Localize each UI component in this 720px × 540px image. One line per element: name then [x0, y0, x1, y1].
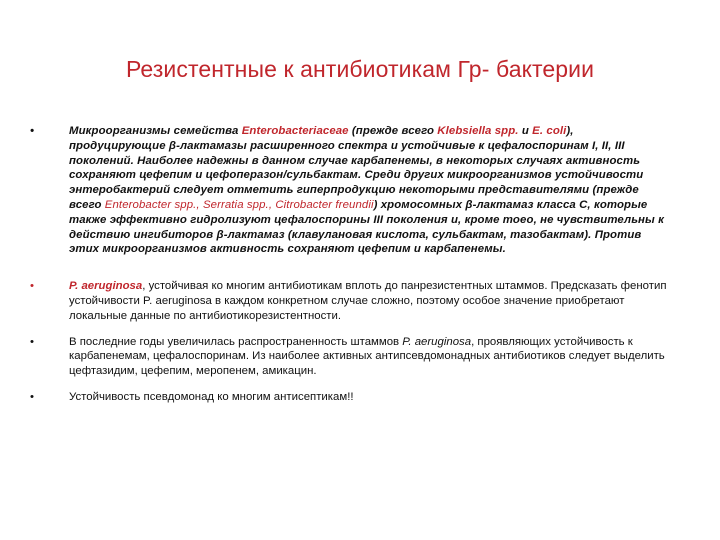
- text-run: , проявляющих устойчивость к карбапенемам, цефалоспоринам. Из наиболее активных антипсевдомонадных антибиотиков следует выделить цефтазидим, цефепим, меропенем, амикацин.: [69, 335, 665, 378]
- bullet-antiseptics: [30, 390, 670, 405]
- slide-title: Резистентные к антибиотикам Гр- бактерии: [125, 56, 595, 82]
- text-run: Устойчивость псевдомонад ко многим антисептикам!!: [69, 390, 354, 403]
- organism-name: Klebsiella spp.: [437, 125, 519, 137]
- bullet-icon: •: [30, 390, 34, 403]
- bullet-icon: •: [30, 280, 34, 293]
- bullet-carbapenem-resistance: [30, 335, 670, 379]
- text-run: (прежде всего: [348, 125, 438, 137]
- text-run: Микроорганизмы семейства: [69, 125, 242, 137]
- text-run: В последние годы увеличилась распространенность штаммов: [69, 335, 403, 348]
- organism-name: P. aeruginosa: [69, 280, 143, 293]
- bullet-icon: •: [30, 125, 35, 137]
- bullet-enterobacteriaceae: [30, 124, 670, 257]
- text-run: ) хромосомных β-лактамаз класса С, которые также эффективно гидролизуют цефалоспорины III поколения и, кроме тоео, не чувствительны к действию ингибиторов β-лактамаз (клавулановая кислота, сульбактам, тазобактам). Против этих микроорганизмов активность сохраняют цефепим и карбапенемы.: [69, 198, 664, 256]
- organism-name: E. coli: [532, 125, 567, 137]
- organism-name: Enterobacteriaceae: [241, 125, 349, 137]
- organism-name: P. aeruginosa: [402, 335, 472, 348]
- bullet-p-aeruginosa: [30, 279, 670, 323]
- organism-list: Enterobacter spp., Serratia spp., Citrobacter freundii: [104, 198, 374, 211]
- bullet-list: [30, 124, 670, 405]
- text-run: , устойчивая ко многим антибиотикам вплоть до панрезистентных штаммов. Предсказать фенотип устойчивости P. aeruginosa в каждом конкретном случае сложно, поэтому особое значение приобретают локальные данные по антибиотикорезистентности.: [69, 280, 667, 322]
- text-run: и: [518, 125, 533, 137]
- bullet-icon: •: [30, 335, 34, 348]
- text-run: ), продуцирующие β-лактамазы расширенного спектра и устойчивые к цефалоспоринам I, II, III поколений. Наиболее надежны в данном случае карбапенемы, в некоторых случаях активность сохраняют цефепим и цефоперазон/сульбактам. Среди других микроорганизмов устойчивости энтеробактерий следует отметить гиперпродукцию некоторыми представителями (прежде всего: [69, 125, 644, 211]
